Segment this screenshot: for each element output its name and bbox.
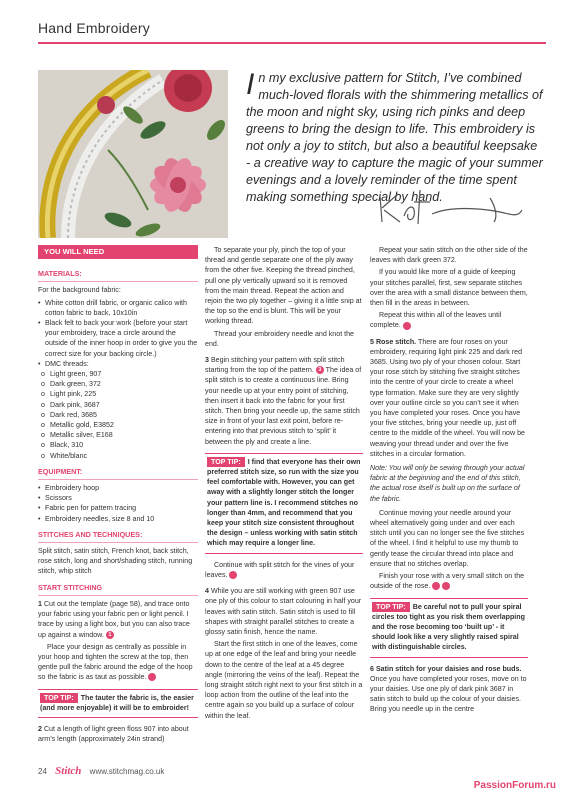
step-title: Satin stitch for your daisies and rose buds. — [375, 664, 522, 673]
list-item: • DMC threads: — [38, 359, 198, 369]
embroidery-illustration — [38, 70, 228, 238]
paragraph: Thread your embroidery needle and knot the end. — [205, 329, 354, 348]
step-5-text: 5 Rose stitch. There are four roses on your embroidery, requiring light pink 225 and dark red 3685. Using two ply of your chosen colour. Start your rose stitch by stitching five straight stitches into the centre of your circle to create a wheel type formation. Make sure they are very slightly over your outline circle so you can’t see it when you have completed your roses. Once you have your five stitches, bring your needle up, just off centre to the middle of the wheel. You will now be weaving your thread under and over the five stitches in a circular formation. — [370, 337, 525, 458]
techniques-heading: STITCHES AND TECHNIQUES: — [38, 529, 143, 539]
section-rule — [38, 542, 198, 543]
photo-ref-badge: 7 — [442, 582, 450, 590]
top-tip-text: The tauter the fabric is, the easier (and more enjoyable) it will be to embroider! — [40, 693, 194, 712]
step-2-text: 2 Cut a length of light green floss 907 into about arm’s length (approximately 24in strand) — [38, 724, 189, 744]
section-rule — [38, 281, 198, 282]
header-rule — [38, 42, 546, 44]
intro-text: n my exclusive pattern for Stitch, I’ve combined much-loved florals with the shimmering metallics of the moon and night sky, using rich pinks and deep greens to bring the design to life. This embroidery is not only a joy to stitch, but also a beautiful keepsake - a creative way to capture the magic of your summer evenings and a lovely reminder of the time spent making something special by hand. — [246, 71, 543, 204]
column-2 — [205, 245, 363, 723]
top-tip-text: Be careful not to pull your spiral circles too tight as you risk them overlapping and the rose becoming too ‘built up’ - it should look like a very slightly raised spiral with distinguishable circles. — [372, 602, 525, 652]
step-number: 4 — [205, 587, 209, 596]
page-number: 24 — [38, 767, 47, 776]
paragraph: To separate your ply, pinch the top of your thread and gentle separate one of the ply away from the other five. Keeping the thread pinched, pull one ply vertically upward so it is removed from the main thread. Repeat the action and rejoin the two ply together – giving it a little snip at the top so the end is blunt. This will be your working thread. — [205, 246, 362, 326]
list-item: o White/blanc — [38, 451, 198, 461]
step-number: 6 — [370, 664, 374, 673]
page-footer — [38, 765, 546, 777]
photo-ref-badge: 3 — [316, 366, 324, 374]
list-item: o Light green, 907 — [38, 369, 198, 379]
list-item: • White cotton drill fabric, or organic calico with cotton fabric to back, 10x10in — [38, 298, 198, 318]
column-1 — [38, 245, 198, 746]
materials-intro: For the background fabric: — [38, 286, 121, 295]
embroidery-photo — [38, 70, 228, 238]
techniques-text: Split stitch, satin stitch, French knot, back stitch, rose stitch, long and short/shading stitch, running stitch, whip stitch — [38, 547, 193, 576]
step-1-text: 1 Cut out the template (page 58), and trace onto your fabric using your fabric pen or light pencil. I trace by using a light box, but you can also trace up against a window. 1 — [38, 599, 190, 639]
list-item: o Metallic silver, E168 — [38, 430, 198, 440]
list-item: • Fabric pen for pattern tracing — [38, 503, 198, 513]
materials-list — [38, 298, 198, 369]
list-item: o Black, 310 — [38, 440, 198, 450]
list-item: o Light pink, 225 — [38, 389, 198, 399]
website-url: www.stitchmag.co.uk — [89, 767, 165, 776]
step-1-continued: Place your design as centrally as possible in your hoop and tighten the screw at the top, then gentle pull the fabric around the edge of the hoop so the fabric is as taut as possible. 2 — [38, 642, 193, 682]
paragraph: Continue with split stitch for the vines of your leaves. 4 — [205, 560, 355, 579]
designer-signature — [370, 186, 530, 230]
top-tip-text: I find that everyone has their own preferred stitch size, so run with the size you feel comfortable with. However, you can get away with a slightly longer stitch the longer your pattern line is. I recommend stitches no longer than 4mm, and recommend that you keep your stitch size consistent throughout the design – unless working with satin stitch which may require a longer line. — [207, 457, 361, 548]
paragraph: Finish your rose with a very small stitch on the outside of the rose. 7 — [370, 572, 525, 591]
paragraph: Repeat your satin stitch on the other side of the leaves with dark green 372. — [370, 246, 528, 265]
section-title: Hand Embroidery — [38, 20, 150, 36]
step-number: 1 — [38, 599, 42, 608]
list-item: • Scissors — [38, 493, 198, 503]
step-number: 2 — [38, 724, 42, 733]
top-tip-box — [38, 689, 198, 718]
column-3 — [370, 245, 528, 717]
step-4-text: 4 While you are still working with green 907 use one ply of this colour to start colouring in half your leaves with satin stitch. Satin stitch is used to fill shapes with straight parallel stitches to create a glossy satin finish, hence the name. — [205, 587, 362, 636]
top-tip-label: TOP TIP: — [40, 693, 78, 703]
photo-ref-badge: 2 — [148, 673, 156, 681]
equipment-heading: EQUIPMENT: — [38, 466, 83, 476]
step-number: 5 — [370, 337, 374, 346]
watermark: PassionForum.ru — [473, 780, 556, 791]
list-item: o Metallic gold, E3852 — [38, 420, 198, 430]
list-item: • Embroidery hoop — [38, 483, 198, 493]
equipment-list — [38, 483, 198, 524]
intro-dropcap: I — [246, 68, 255, 101]
paragraph: Start the first stitch in one of the leaves, come up at one edge of the leaf and bring your needle down to the centre of the leaf at a 45 degree angle (mirroring the veins of the leaf). Repeat the long straight stitch right next to your first stitch in a loop action from the outline of the leaf into the centre again so you build up a surface of colour within the leaf. — [205, 640, 363, 720]
list-item: o Dark green, 372 — [38, 379, 198, 389]
paragraph: Repeat this within all of the leaves until complete. 5 — [370, 311, 502, 330]
note-text: Note: You will only be sewing through your actual fabric at the beginning and the end of this stitch, the actual rose itself is built up on the surface of the fabric. — [370, 464, 525, 503]
top-tip-label: TOP TIP: — [207, 457, 245, 467]
paragraph: Continue moving your needle around your wheel alternatively going under and over each stitch until you can no longer see the five stitches of the wheel. I find it helpful to use my thumb to gently tease the circular thread into place and ensure that no stitches overlap. — [370, 508, 525, 568]
list-item: o Dark red, 3685 — [38, 410, 198, 420]
photo-ref-badge — [432, 582, 440, 590]
list-item: • Embroidery needles, size 8 and 10 — [38, 514, 198, 524]
you-will-need-heading: YOU WILL NEED — [38, 245, 198, 259]
photo-ref-badge: 4 — [229, 571, 237, 579]
photo-ref-badge: 5 — [403, 322, 411, 330]
start-stitching-heading: START STITCHING — [38, 582, 103, 592]
section-rule — [38, 479, 198, 480]
list-item: • Black felt to back your work (before your start your embroidery, trace a circle around the outside of the inner hoop in order to give you the correct size for your backing circle.) — [38, 318, 198, 359]
top-tip-label: TOP TIP: — [372, 602, 410, 612]
threads-list — [38, 369, 198, 461]
top-tip-box — [205, 453, 363, 554]
step-6-text: 6 Satin stitch for your daisies and rose buds. Once you have completed your roses, move on to your daisies. Use one ply of dark pink 3687 in satin stitch to build up the colour of your daisies. Bring you needle up in the centre — [370, 664, 527, 714]
paragraph: If you would like more of a guide of keeping your stitches parallel, first, sew separate stitches over the area with a small distance between them, then fill in the areas in between. — [370, 268, 528, 308]
section-rule — [38, 595, 198, 596]
magazine-logo: Stitch — [55, 765, 82, 777]
step-title: Rose stitch. — [375, 337, 417, 346]
list-item: o Dark pink, 3687 — [38, 400, 198, 410]
top-tip-box — [370, 598, 528, 658]
photo-ref-badge: 1 — [106, 631, 114, 639]
page-header — [38, 20, 546, 36]
step-number: 3 — [205, 356, 209, 365]
materials-heading: MATERIALS: — [38, 269, 82, 279]
step-3-text: 3 Begin stitching your pattern with split stitch starting from the top of the pattern. 3 The idea of split stitch is to create a continuous line. Bring your needle up at your entry point of stitching, then insert it back into the fabric for your first stitch. Then bring your needle up, the same stitch size in front of your last exit point, before re-entering into that previous stitch to ‘split’ it between the ply and create a line. — [205, 356, 362, 446]
